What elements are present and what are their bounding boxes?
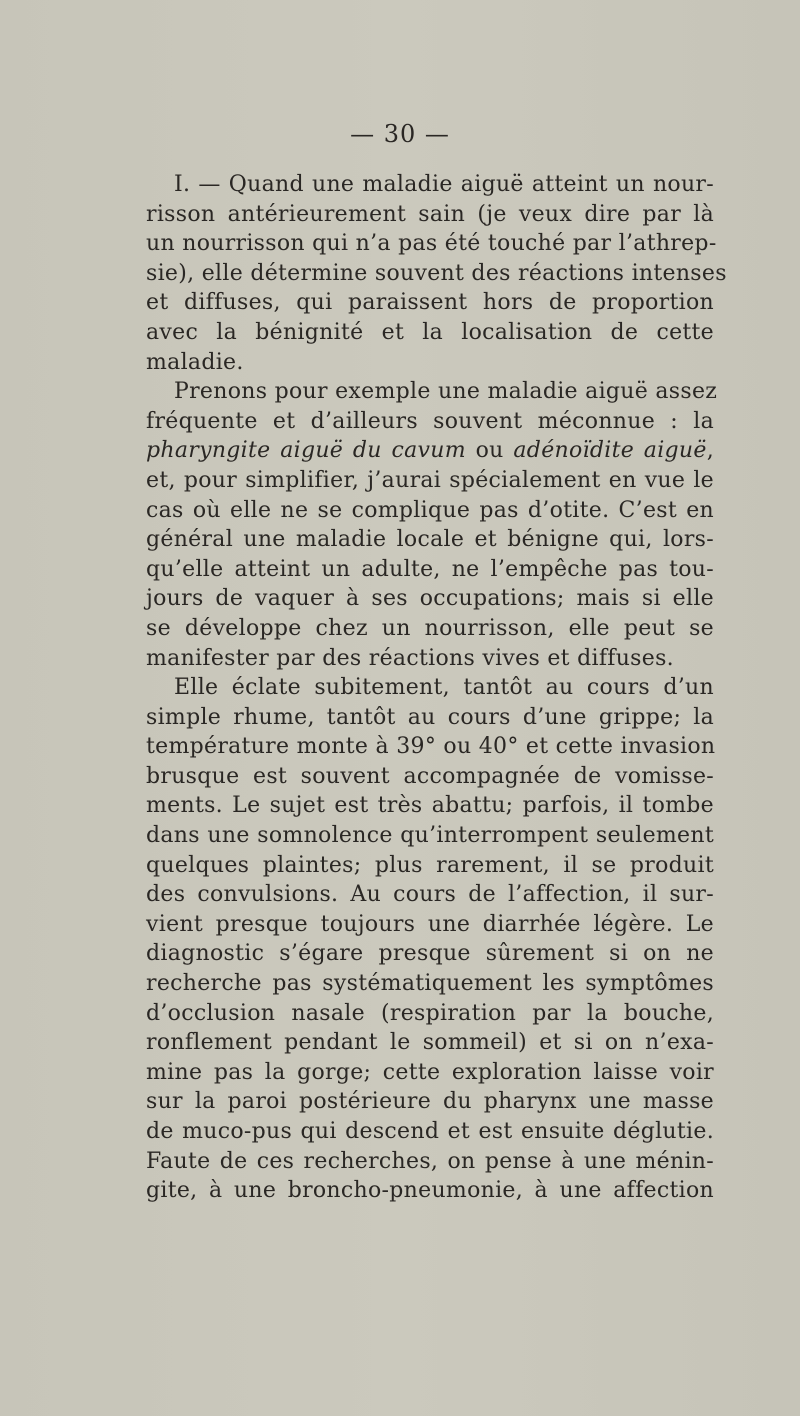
italic-term: adénoïdite aiguë xyxy=(513,438,707,464)
text-line: avec la bénignité et la localisation de cette xyxy=(146,319,714,345)
text-line: risson antérieurement sain (je veux dire par là xyxy=(146,201,714,227)
text-line: Elle éclate subitement, tantôt au cours d’un xyxy=(174,675,714,701)
text-line: Faute de ces recherches, on pense à une ménin- xyxy=(146,1148,714,1174)
text-line: des convulsions. Au cours de l’affection, il sur- xyxy=(146,882,714,908)
text-line: mine pas la gorge; cette exploration laisse voir xyxy=(146,1059,714,1085)
text-line: sur la paroi postérieure du pharynx une masse xyxy=(146,1089,714,1115)
text-line: maladie. xyxy=(146,349,244,375)
text-line: et diffuses, qui paraissent hors de proportion xyxy=(146,290,714,316)
text-line: ments. Le sujet est très abattu; parfois, il tombe xyxy=(146,793,714,819)
text-line: dans une somnolence qu’interrompent seulement xyxy=(146,823,714,849)
text-line xyxy=(146,436,714,466)
text-line: général une maladie locale et bénigne qui, lors- xyxy=(146,527,714,553)
text-line: I. — Quand une maladie aiguë atteint un nour- xyxy=(174,172,714,197)
text-line: d’occlusion nasale (respiration par la bouche, xyxy=(146,1000,714,1026)
text-line: simple rhume, tantôt au cours d’une grippe; la xyxy=(146,704,714,730)
text-line: brusque est souvent accompagnée de vomisse- xyxy=(146,763,714,789)
text-line: cas où elle ne se complique pas d’otite. C’est en xyxy=(146,497,714,523)
text-line: qu’elle atteint un adulte, ne l’empêche pas tou- xyxy=(146,556,714,582)
text-line: sie), elle détermine souvent des réactions intenses xyxy=(146,260,727,286)
text-line: gite, à une broncho-pneumonie, à une affection xyxy=(146,1178,714,1204)
text-segment: , xyxy=(706,438,715,464)
text-line: et, pour simplifier, j’aurai spécialement en vue le xyxy=(146,467,714,493)
text-line: un nourrisson qui n’a pas été touché par l’athrep- xyxy=(146,231,717,257)
text-line: quelques plaintes; plus rarement, il se produit xyxy=(146,852,714,878)
italic-term: pharyngite aiguë du cavum xyxy=(146,438,466,464)
text-line: de muco-pus qui descend et est ensuite déglutie. xyxy=(146,1119,714,1144)
text-segment: ou xyxy=(465,438,514,464)
text-line: se développe chez un nourrisson, elle peut se xyxy=(146,615,714,641)
body-text xyxy=(146,170,727,1206)
page-number: — 30 — xyxy=(350,120,450,148)
text-line: vient presque toujours une diarrhée légère. Le xyxy=(146,911,714,937)
text-line: fréquente et d’ailleurs souvent méconnue : la xyxy=(146,408,714,434)
text-line: ronflement pendant le sommeil) et si on n’exa- xyxy=(146,1030,714,1056)
text-line: diagnostic s’égare presque sûrement si on ne xyxy=(146,941,714,967)
text-line: manifester par des réactions vives et diffuses. xyxy=(146,645,674,671)
text-line: recherche pas systématiquement les symptômes xyxy=(146,971,714,997)
text-line: Prenons pour exemple une maladie aiguë assez xyxy=(174,379,718,405)
text-line: température monte à 39° ou 40° et cette invasion xyxy=(146,734,716,760)
text-line: jours de vaquer à ses occupations; mais si elle xyxy=(146,586,714,612)
